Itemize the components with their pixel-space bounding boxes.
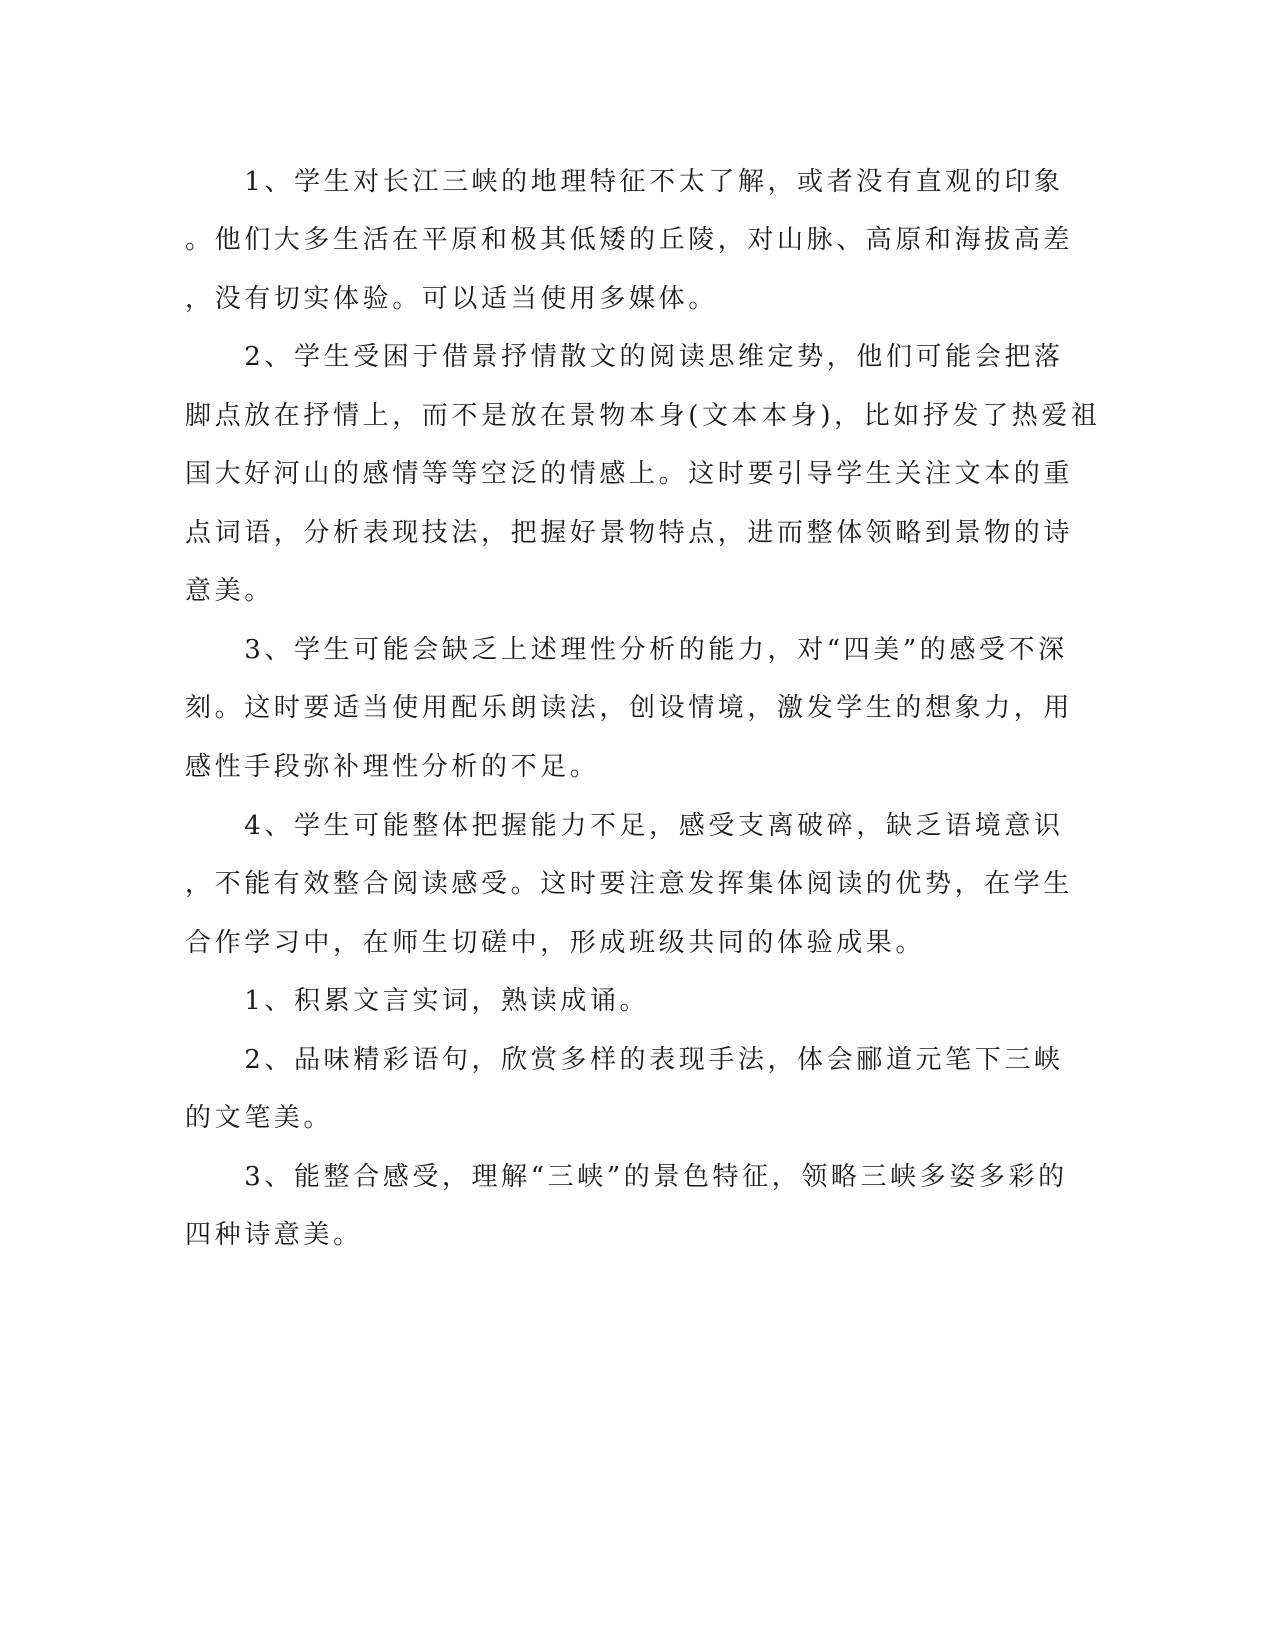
text-line: 脚点放在抒情上，而不是放在景物本身(文本本身)，比如抒发了热爱祖 [185,401,1101,431]
text-line: 合作学习中，在师生切磋中，形成班级共同的体验成果。 [185,928,926,958]
text-line: 国大好河山的感情等等空泛的情感上。这时要引导学生关注文本的重 [185,459,1074,489]
text-line: 3、学生可能会缺乏上述理性分析的能力，对“四美”的感受不深 [185,635,1068,665]
text-line: 意美。 [185,576,274,606]
text-line: 4、学生可能整体把握能力不足，感受支离破碎，缺乏语境意识 [185,811,1064,841]
text-line: 2、品味精彩语句，欣赏多样的表现手法，体会郦道元笔下三峡 [185,1045,1064,1075]
text-line: 1、学生对长江三峡的地理特征不太了解，或者没有直观的印象 [185,167,1064,197]
text-line: 感性手段弥补理性分析的不足。 [185,752,600,782]
text-line: 点词语，分析表现技法，把握好景物特点，进而整体领略到景物的诗 [185,518,1074,548]
text-line: 。他们大多生活在平原和极其低矮的丘陵，对山脉、高原和海拔高差 [185,225,1074,255]
text-line: ，没有切实体验。可以适当使用多媒体。 [185,284,718,314]
text-line: 四种诗意美。 [185,1220,363,1250]
text-line: ，不能有效整合阅读感受。这时要注意发挥集体阅读的优势，在学生 [185,869,1074,899]
text-line: 的文笔美。 [185,1103,334,1133]
text-line: 1、积累文言实词，熟读成诵。 [185,986,650,1016]
text-line: 刻。这时要适当使用配乐朗读法，创设情境，激发学生的想象力，用 [185,693,1074,723]
text-line: 2、学生受困于借景抒情散文的阅读思维定势，他们可能会把落 [185,342,1064,372]
text-line: 3、能整合感受，理解“三峡”的景色特征，领略三峡多姿多彩的 [185,1162,1068,1192]
